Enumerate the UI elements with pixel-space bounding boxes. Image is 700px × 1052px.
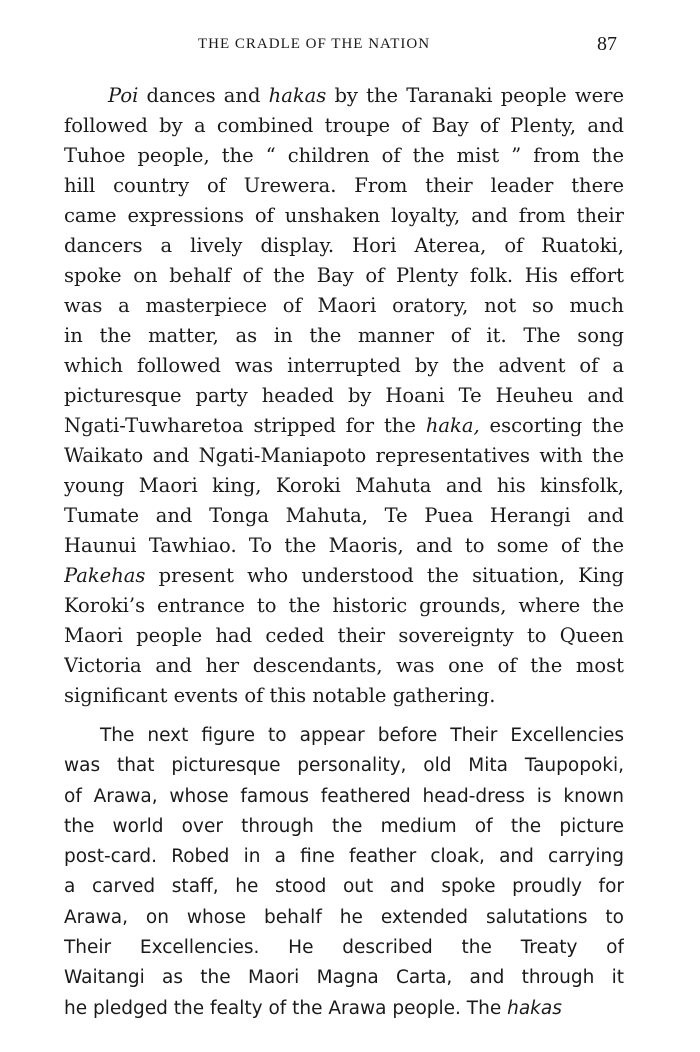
text-line (64, 842, 624, 872)
text-run: post-card. Robed in a fine feather cloak, and carrying (64, 846, 624, 868)
text-run: the world over through the medium of the picture (64, 815, 624, 837)
italic-text: Pakehas (64, 564, 146, 587)
text-line (64, 321, 624, 351)
text-run: escorting the (479, 414, 624, 437)
text-run: dances and (138, 84, 269, 107)
text-run: significant events of this notable gathering. (64, 684, 496, 707)
text-run: he pledged the fealty of the Arawa people. The (64, 997, 508, 1019)
text-run: Tumate and Tonga Mahuta, Te Puea Herangi and (64, 504, 624, 527)
text-run: Tuhoe people, the “ children of the mist ” from the (64, 144, 624, 167)
text-line (64, 411, 624, 441)
text-run: was a masterpiece of Maori oratory, not so much (64, 294, 624, 317)
text-run: Arawa, on whose behalf he extended salutations to (64, 906, 624, 928)
text-line (64, 621, 624, 651)
text-run: was that picturesque personality, old Mita Taupopoki, (64, 755, 624, 777)
text-line (64, 963, 624, 993)
text-line (64, 933, 624, 963)
text-run: which followed was interrupted by the advent of a (64, 354, 624, 377)
text-run: young Maori king, Koroki Mahuta and his kinsfolk, (64, 474, 624, 497)
text-line (64, 994, 624, 1024)
text-run: Ngati-Tuwharetoa stripped for the (64, 414, 426, 437)
text-run: Maori people had ceded their sovereignty to Queen (64, 624, 624, 647)
text-line (64, 141, 624, 171)
italic-text: Poi (108, 84, 139, 107)
text-line (64, 872, 624, 902)
text-run: came expressions of unshaken loyalty, and from their (64, 204, 624, 227)
italic-text: hakas (268, 84, 327, 107)
italic-text: hakas (507, 997, 562, 1019)
text-line (64, 782, 624, 812)
text-run: of Arawa, whose famous feathered head-dress is known (64, 785, 624, 807)
text-line (64, 721, 624, 751)
text-line (64, 903, 624, 933)
text-line (64, 561, 624, 591)
text-line (64, 111, 624, 141)
running-title: THE CRADLE OF THE NATION (198, 36, 431, 52)
running-head (0, 33, 700, 58)
text-line (64, 591, 624, 621)
text-run: spoke on behalf of the Bay of Plenty folk. His effort (64, 264, 624, 287)
text-run: in the matter, as in the manner of it. The song (64, 324, 624, 347)
text-line (64, 651, 624, 681)
text-run: Koroki’s entrance to the historic grounds, where the (64, 594, 624, 617)
text-run: Waitangi as the Maori Magna Carta, and through it (64, 967, 624, 989)
text-run: Haunui Tawhiao. To the Maoris, and to some of the (64, 534, 624, 557)
text-line (64, 351, 624, 381)
text-run: dancers a lively display. Hori Aterea, of Ruatoki, (64, 234, 624, 257)
text-line (64, 531, 624, 561)
text-line (64, 471, 624, 501)
text-line (64, 231, 624, 261)
text-run: picturesque party headed by Hoani Te Heuheu and (64, 384, 624, 407)
page-number: 87 (597, 33, 617, 55)
text-line (64, 681, 624, 711)
text-run: Their Excellencies. He described the Treaty of (64, 937, 624, 959)
text-line (64, 201, 624, 231)
paragraph-2 (64, 721, 624, 1024)
text-line (64, 381, 624, 411)
paragraph-1 (64, 81, 624, 711)
text-run: present who understood the situation, King (145, 564, 624, 587)
text-run: a carved staff, he stood out and spoke proudly for (64, 876, 624, 898)
text-run: Waikato and Ngati-Maniapoto representatives with the (64, 444, 624, 467)
text-line (64, 751, 624, 781)
text-run: followed by a combined troupe of Bay of Plenty, and (64, 114, 624, 137)
text-line (64, 441, 624, 471)
italic-text: haka, (425, 414, 480, 437)
text-line (64, 261, 624, 291)
text-run: by the Taranaki people were (326, 84, 624, 107)
text-line (64, 812, 624, 842)
text-run: The next figure to appear before Their Excellencies (100, 725, 624, 746)
text-line (64, 171, 624, 201)
text-run: hill country of Urewera. From their leader there (64, 174, 624, 197)
text-line (64, 291, 624, 321)
text-line (64, 81, 624, 111)
text-run: Victoria and her descendants, was one of the most (64, 654, 624, 677)
text-line (64, 501, 624, 531)
